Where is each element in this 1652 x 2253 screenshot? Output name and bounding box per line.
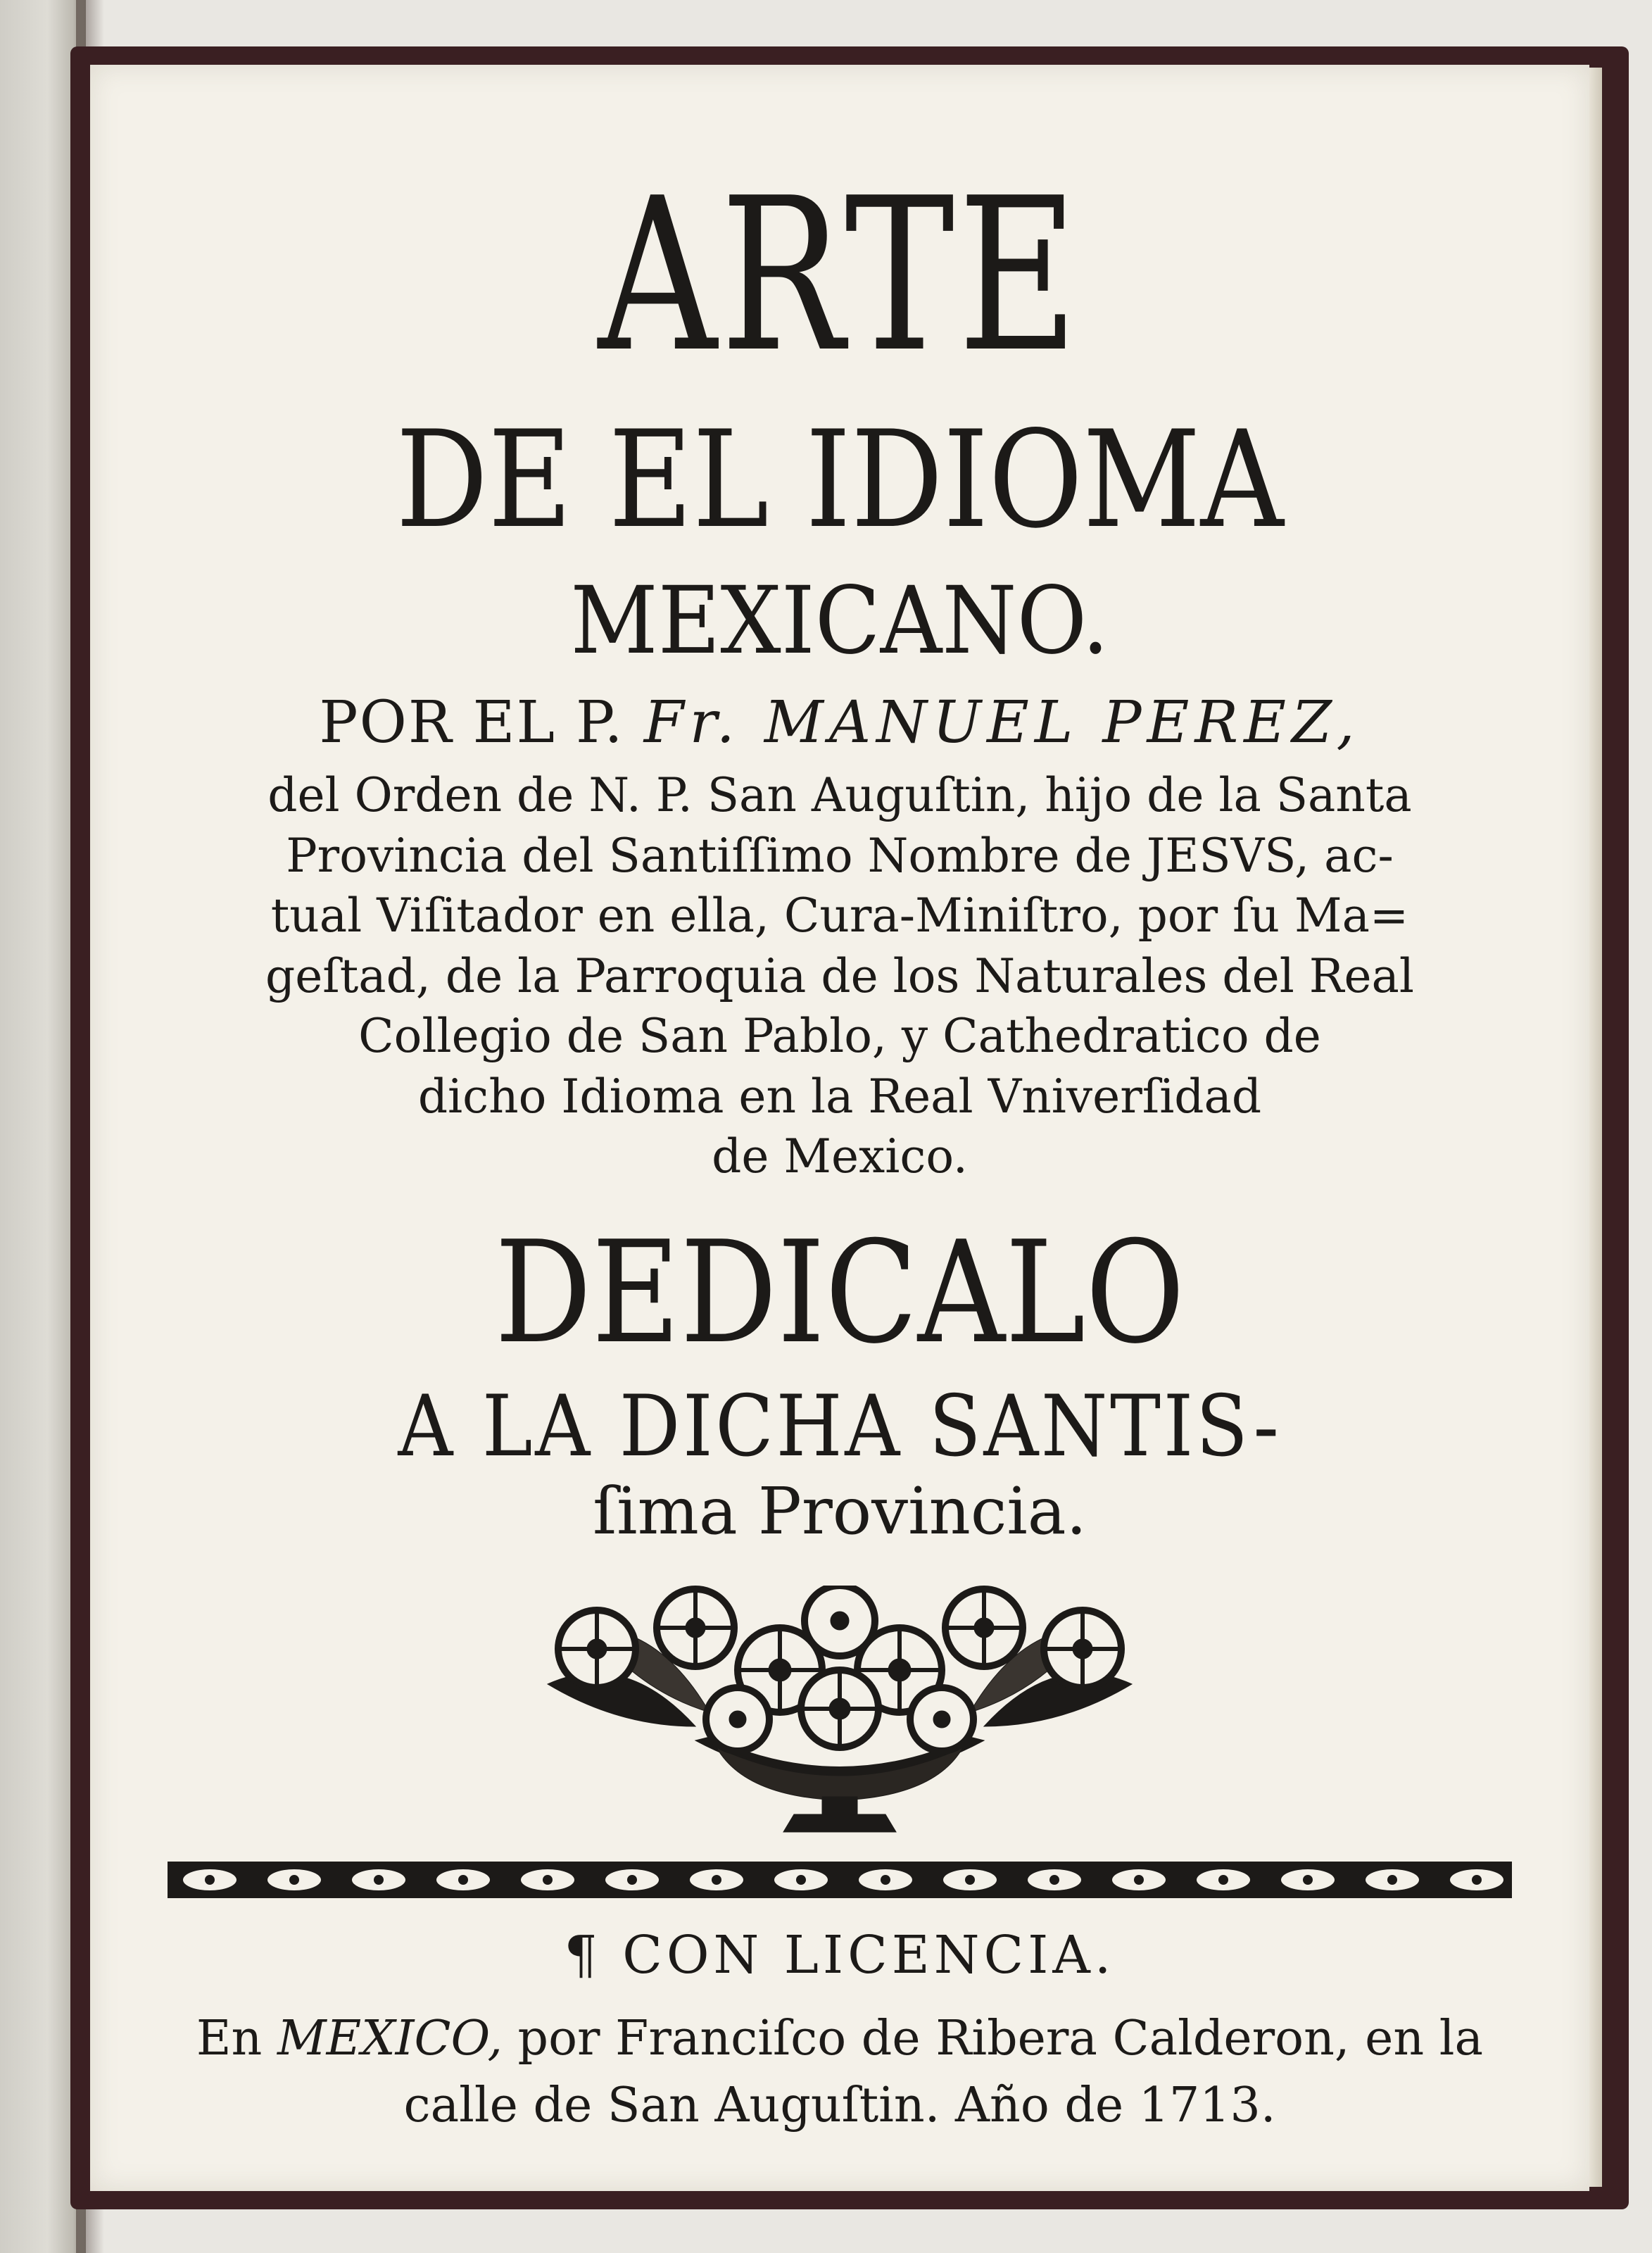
description-line: Collegio de San Pablo, y Cathedratico de	[358, 1009, 1321, 1063]
title-line-mexicano: MEXICANO.	[570, 567, 1109, 675]
licence-line: ¶ CON LICENCIA.	[564, 1925, 1116, 1985]
page-fore-edge	[1589, 68, 1602, 2187]
dedication-line: A LA DICHA SANTIS-	[398, 1378, 1282, 1476]
title-line-idioma: DE EL IDIOMA	[396, 402, 1284, 558]
author-description	[175, 765, 1505, 1187]
title-page	[90, 65, 1589, 2191]
imprint-printer: por Franciſco de Ribera Calderon, en la	[502, 2011, 1484, 2066]
author-fr: Fr.	[643, 689, 764, 756]
description-line: geſtad, de la Parroquia de los Naturales del Real	[265, 948, 1414, 1003]
author-name: MANUEL PEREZ,	[764, 689, 1361, 756]
author-prefix: POR EL P.	[319, 689, 644, 756]
description-line: dicho Idioma en la Real Vniverſidad	[417, 1069, 1262, 1124]
flower-vase-ornament	[484, 1586, 1195, 1846]
imprint-city: MEXICO,	[277, 2011, 503, 2066]
imprint-line	[90, 2008, 1589, 2070]
imprint-en: En	[196, 2011, 277, 2066]
description-line: del Orden de N. P. San Auguſtin, hijo de la Santa	[267, 768, 1412, 822]
description-line: tual Viſitador en ella, Cura-Miniſtro, por ſu Ma=	[270, 889, 1409, 943]
dedication-heading: DEDICALO	[494, 1211, 1185, 1375]
dedication-line: ſima Provincia.	[593, 1474, 1087, 1549]
title-line-arte: ARTE	[598, 153, 1082, 398]
author-line	[90, 688, 1589, 758]
imprint-line: calle de San Auguſtin. Año de 1713.	[403, 2078, 1276, 2133]
description-line: Provincia del Santiſſimo Nombre de JESVS, ac-	[286, 828, 1394, 883]
description-line: de Mexico.	[712, 1129, 968, 1184]
printers-ornament-rule	[168, 1859, 1512, 1901]
